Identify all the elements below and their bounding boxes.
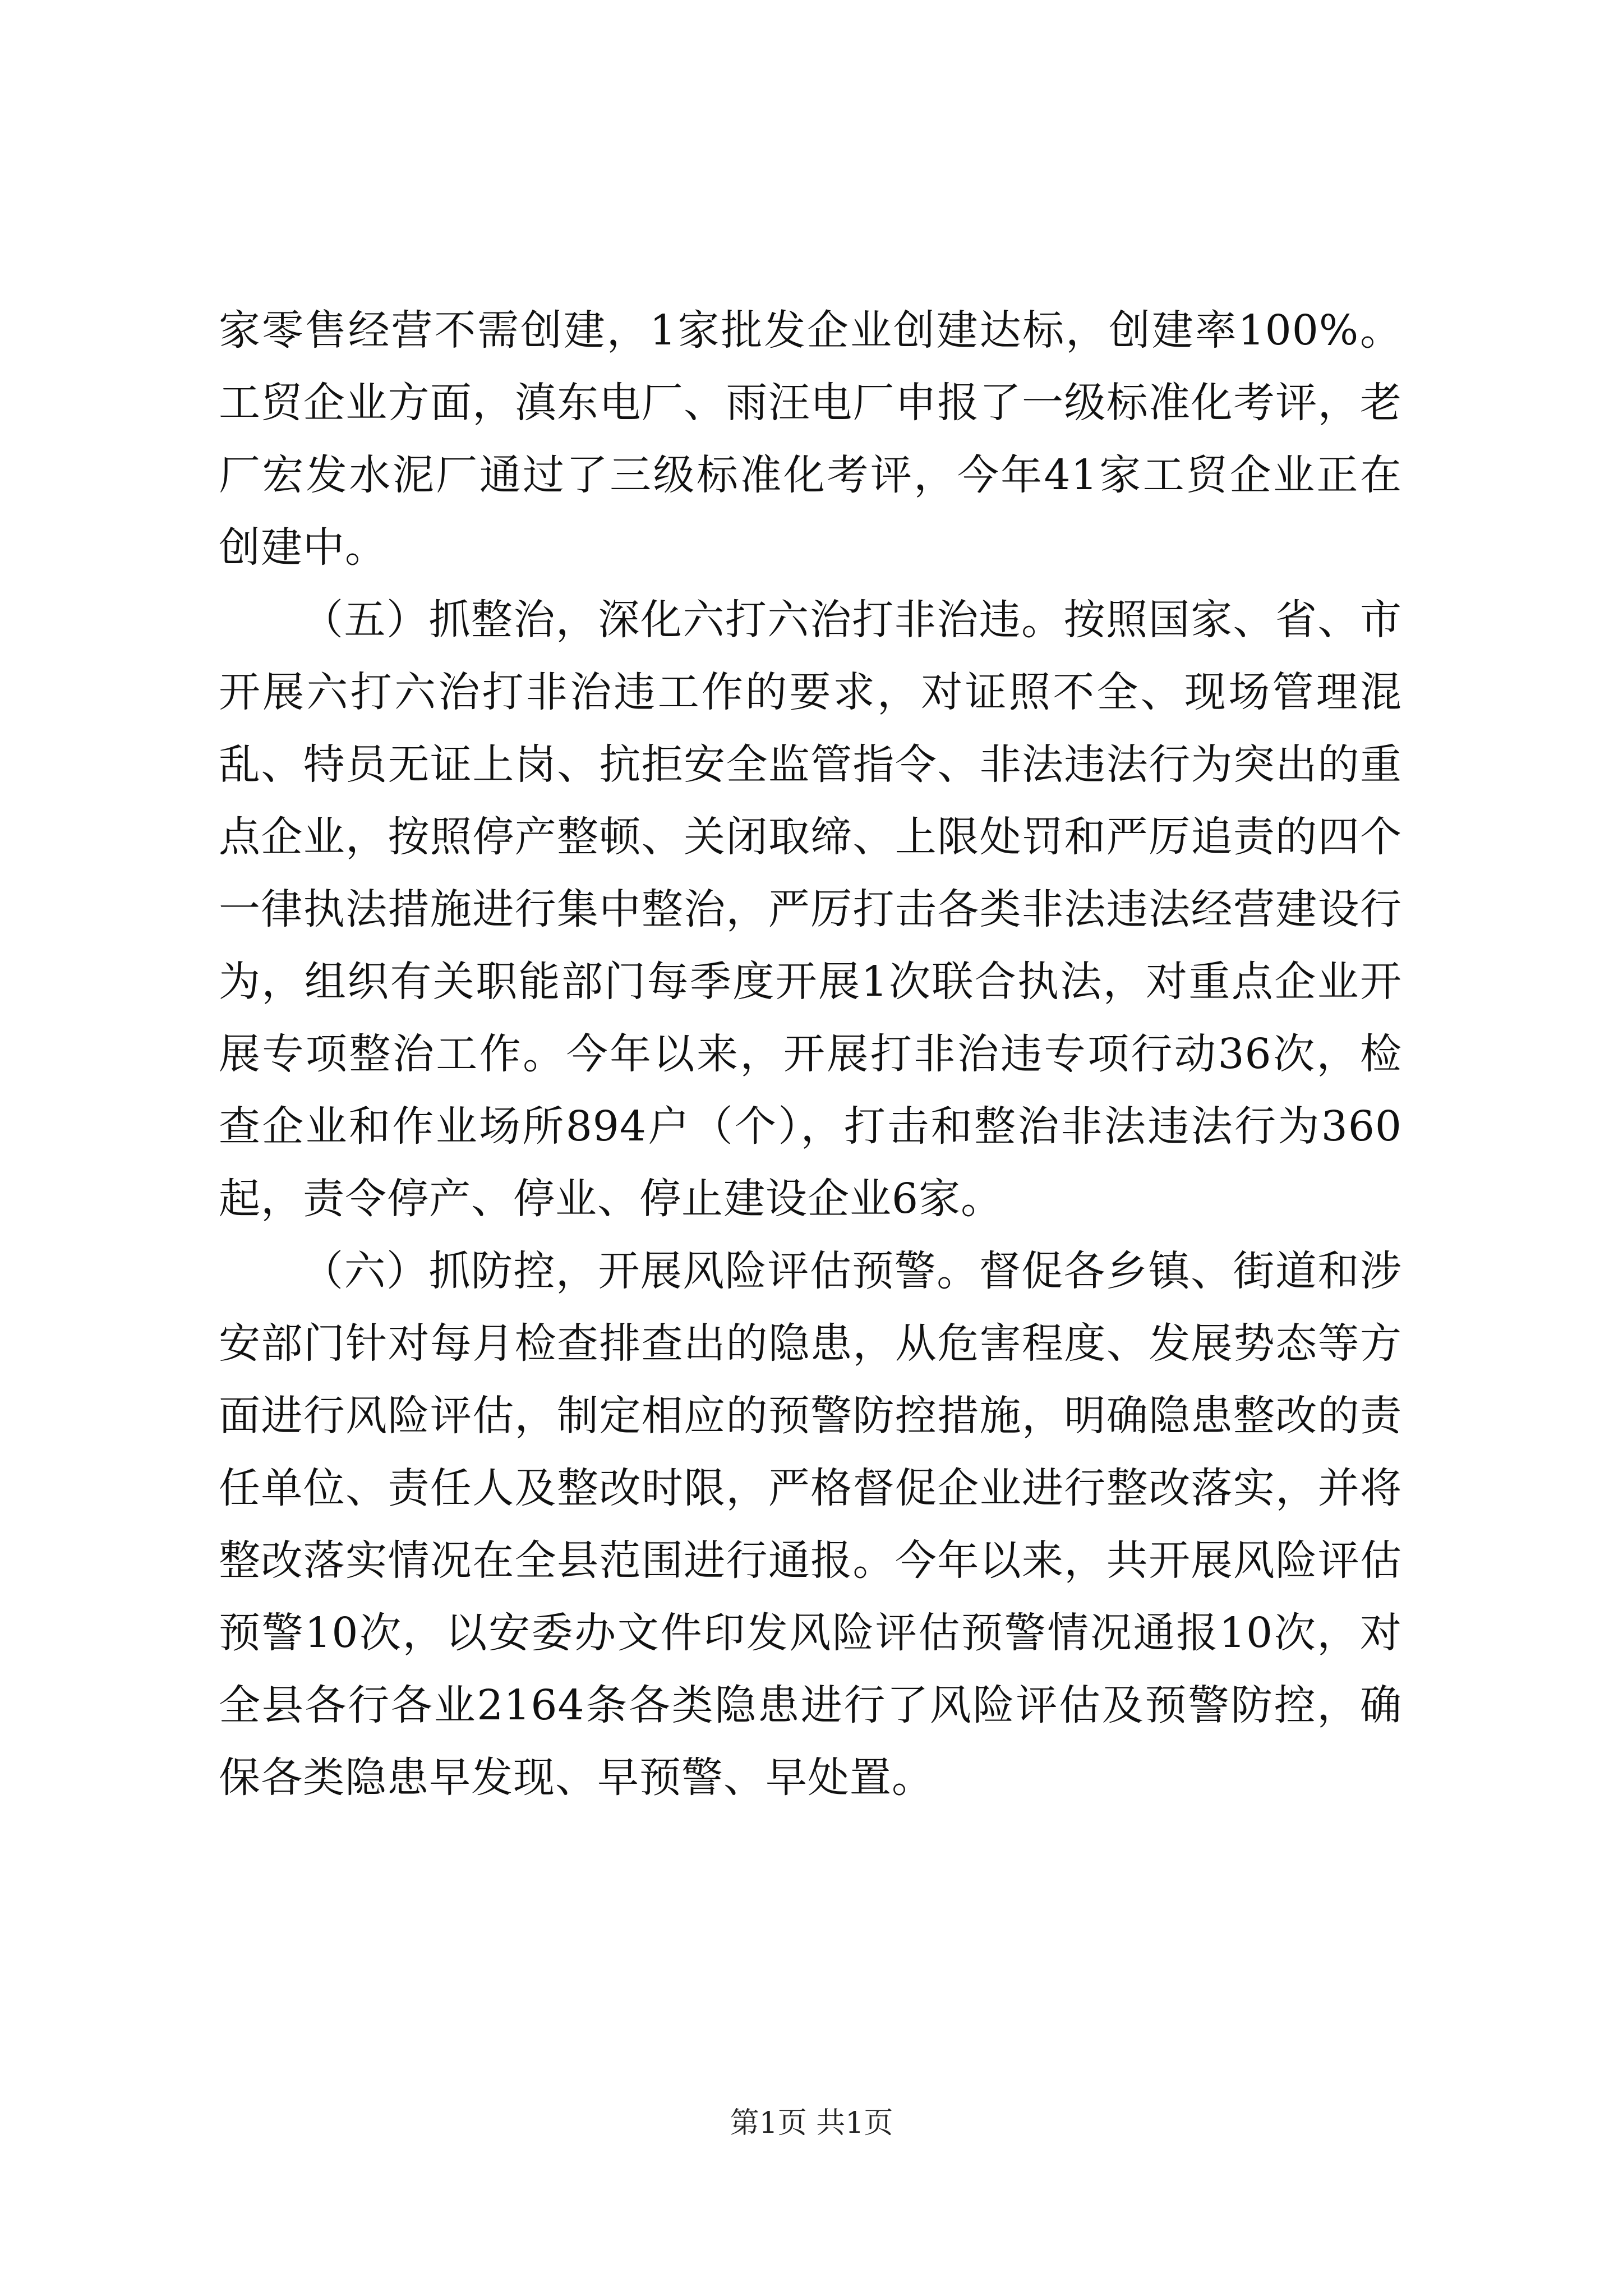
page-number-footer: 第1页 共1页	[730, 2106, 893, 2140]
paragraph-section-six: （六）抓防控，开展风险评估预警。督促各乡镇、街道和涉安部门针对每月检查排查出的隐患，从危害程度、发展势态等方面进行风险评估，制定相应的预警防控措施，明确隐患整改的责任单位、责任人及整改时限，严格督促企业进行整改落实，并将整改落实情况在全县范围进行通报。今年以来，共开展风险评估预警10次，以安委办文件印发风险评估预警情况通报10次，对全县各行各业2164条各类隐患进行了风险评估及预警防控，确保各类隐患早发现、早预警、早处置。	[219, 1247, 1402, 1802]
document-body	[219, 295, 1402, 1814]
paragraph-section-five: （五）抓整治，深化六打六治打非治违。按照国家、省、市开展六打六治打非治违工作的要求，对证照不全、现场管理混乱、特员无证上岗、抗拒安全监管指令、非法违法行为突出的重点企业，按照停产整顿、关闭取缔、上限处罚和严厉追责的四个一律执法措施进行集中整治，严厉打击各类非法违法经营建设行为，组织有关职能部门每季度开展1次联合执法，对重点企业开展专项整治工作。今年以来，开展打非治违专项行动36次，检查企业和作业场所894户（个），打击和整治非法违法行为360起，责令停产、停业、停止建设企业6家。	[219, 596, 1402, 1223]
paragraph-continuation: 家零售经营不需创建，1家批发企业创建达标，创建率100%。工贸企业方面，滇东电厂、雨汪电厂申报了一级标准化考评，老厂宏发水泥厂通过了三级标准化考评，今年41家工贸企业正在创建中。	[219, 306, 1402, 572]
